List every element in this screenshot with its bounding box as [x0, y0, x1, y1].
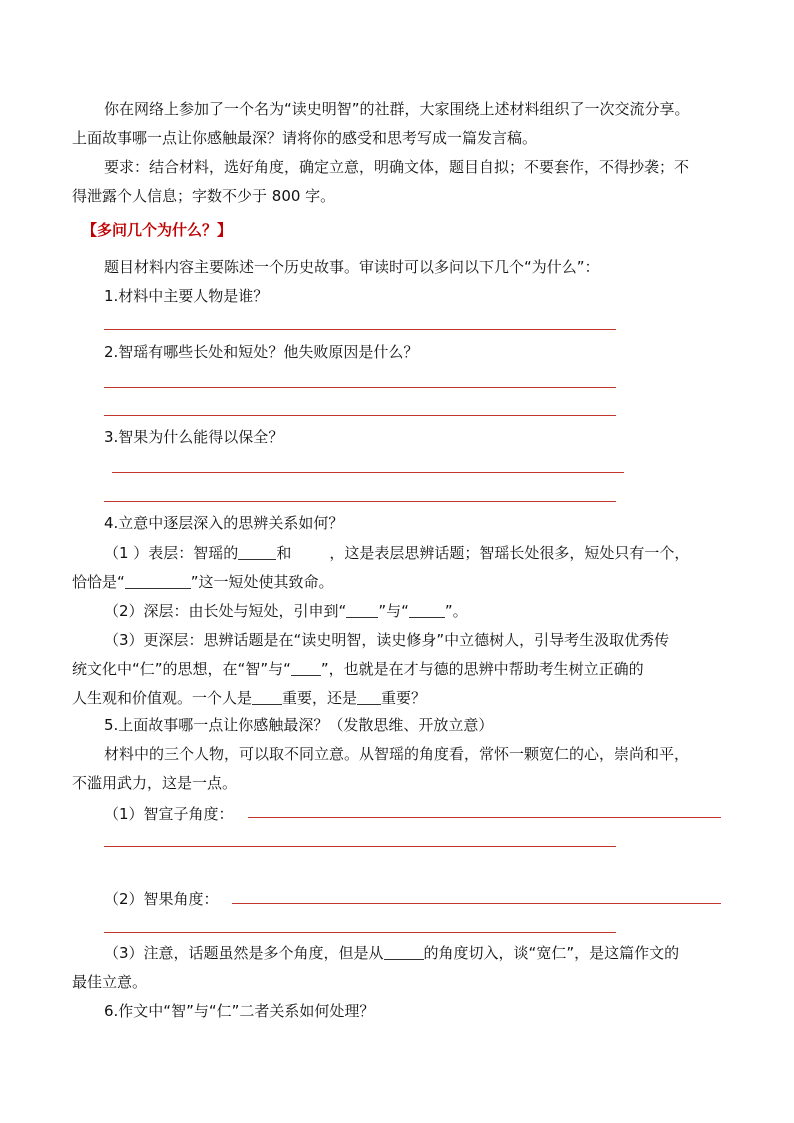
q5-explanation: 材料中的三个人物，可以取不同立意。从智瑶的角度看，常怀一颗宽仁的心，崇尚和平，	[104, 745, 690, 763]
fill-blank[interactable]	[252, 689, 282, 705]
answer-line[interactable]	[232, 903, 721, 904]
q4-item-3-cont	[72, 687, 426, 709]
q4-item-2	[104, 600, 468, 622]
fill-blank[interactable]	[384, 944, 424, 960]
q5-item-1: （1）智宣子角度：	[104, 805, 234, 823]
q4-item-1-cont	[72, 571, 334, 593]
q4-item-3-text: ”，也就是在才与德的思辨中帮助考生树立正确的	[320, 660, 644, 678]
question-4: 4.立意中逐层深入的思辨关系如何？	[104, 514, 344, 532]
q5-explanation: 不滥用武力，这是一点。	[72, 774, 238, 792]
q4-item-1	[104, 542, 689, 564]
question-1: 1.材料中主要人物是谁？	[104, 287, 269, 305]
q4-item-2-text: ”与“	[378, 602, 409, 620]
answer-line[interactable]	[104, 329, 616, 330]
q5-item-3-text: 的角度切入，谈“宽仁”，是这篇作文的	[423, 944, 680, 962]
question-2: 2.智瑶有哪些长处和短处？他失败原因是什么？	[104, 343, 419, 361]
q4-item-3-text: 统文化中“仁”的思想，在“智”与“	[72, 660, 291, 678]
q4-item-3-text: 重要，还是	[282, 689, 358, 707]
fill-blank[interactable]	[125, 573, 191, 589]
answer-line[interactable]	[104, 846, 616, 847]
q4-item-1-text: 恰恰是“	[72, 573, 125, 591]
q4-item-3-cont	[72, 658, 644, 680]
q5-item-2: （2）智果角度：	[104, 890, 219, 908]
question-3: 3.智果为什么能得以保全？	[104, 428, 284, 446]
intro-paragraph-line: 上面故事哪一点让你感触最深？请将你的感受和思考写成一篇发言稿。	[72, 129, 538, 147]
q4-item-3: （3）更深层：思辨话题是在“读史明智，读史修身”中立德树人，引导考生汲取优秀传	[104, 631, 670, 649]
answer-line[interactable]	[104, 415, 616, 416]
q4-item-2-text: ”。	[444, 602, 468, 620]
section-heading: 【多问几个为什么？】	[82, 221, 233, 239]
question-5: 5.上面故事哪一点让你感触最深？（发散思维、开放立意）	[104, 716, 494, 734]
answer-line[interactable]	[112, 472, 624, 473]
q4-item-1-text: ，这是表层思辨话题；智瑶长处很多，短处只有一个，	[329, 544, 690, 562]
q4-item-3-text: 重要？	[381, 689, 427, 707]
section-lead: 题目材料内容主要陈述一个历史故事。审读时可以多问以下几个“为什么”：	[104, 258, 600, 276]
q4-item-1-text: 和	[276, 544, 292, 562]
q5-item-3-text: （3）注意，话题虽然是多个角度，但是从	[104, 944, 384, 962]
fill-blank[interactable]	[291, 660, 321, 676]
answer-line[interactable]	[104, 501, 616, 502]
answer-line[interactable]	[104, 387, 616, 388]
fill-blank[interactable]	[346, 602, 378, 618]
q5-item-3	[104, 942, 679, 964]
fill-blank[interactable]	[409, 602, 445, 618]
q5-item-3-cont: 最佳立意。	[72, 973, 148, 991]
requirements-line: 得泄露个人信息；字数不少于 800 字。	[72, 187, 336, 205]
q4-item-3-text: 人生观和价值观。一个人是	[72, 689, 253, 707]
answer-line[interactable]	[104, 932, 616, 933]
requirements-line: 要求：结合材料，选好角度，确定立意，明确文体，题目自拟；不要套作，不得抄袭；不	[104, 158, 690, 176]
answer-line[interactable]	[248, 817, 721, 818]
intro-paragraph-line: 你在网络上参加了一个名为“读史明智”的社群，大家围绕上述材料组织了一次交流分享。	[104, 100, 690, 118]
q4-item-1-text: ”这一短处使其致命。	[190, 573, 334, 591]
q4-item-2-text: （2）深层：由长处与短处，引申到“	[104, 602, 347, 620]
question-6: 6.作文中“智”与“仁”二者关系如何处理？	[104, 1002, 375, 1020]
fill-blank[interactable]	[238, 544, 276, 560]
q4-item-1-text: （1 ）表层：智瑶的	[104, 544, 239, 562]
fill-blank[interactable]	[357, 689, 381, 705]
